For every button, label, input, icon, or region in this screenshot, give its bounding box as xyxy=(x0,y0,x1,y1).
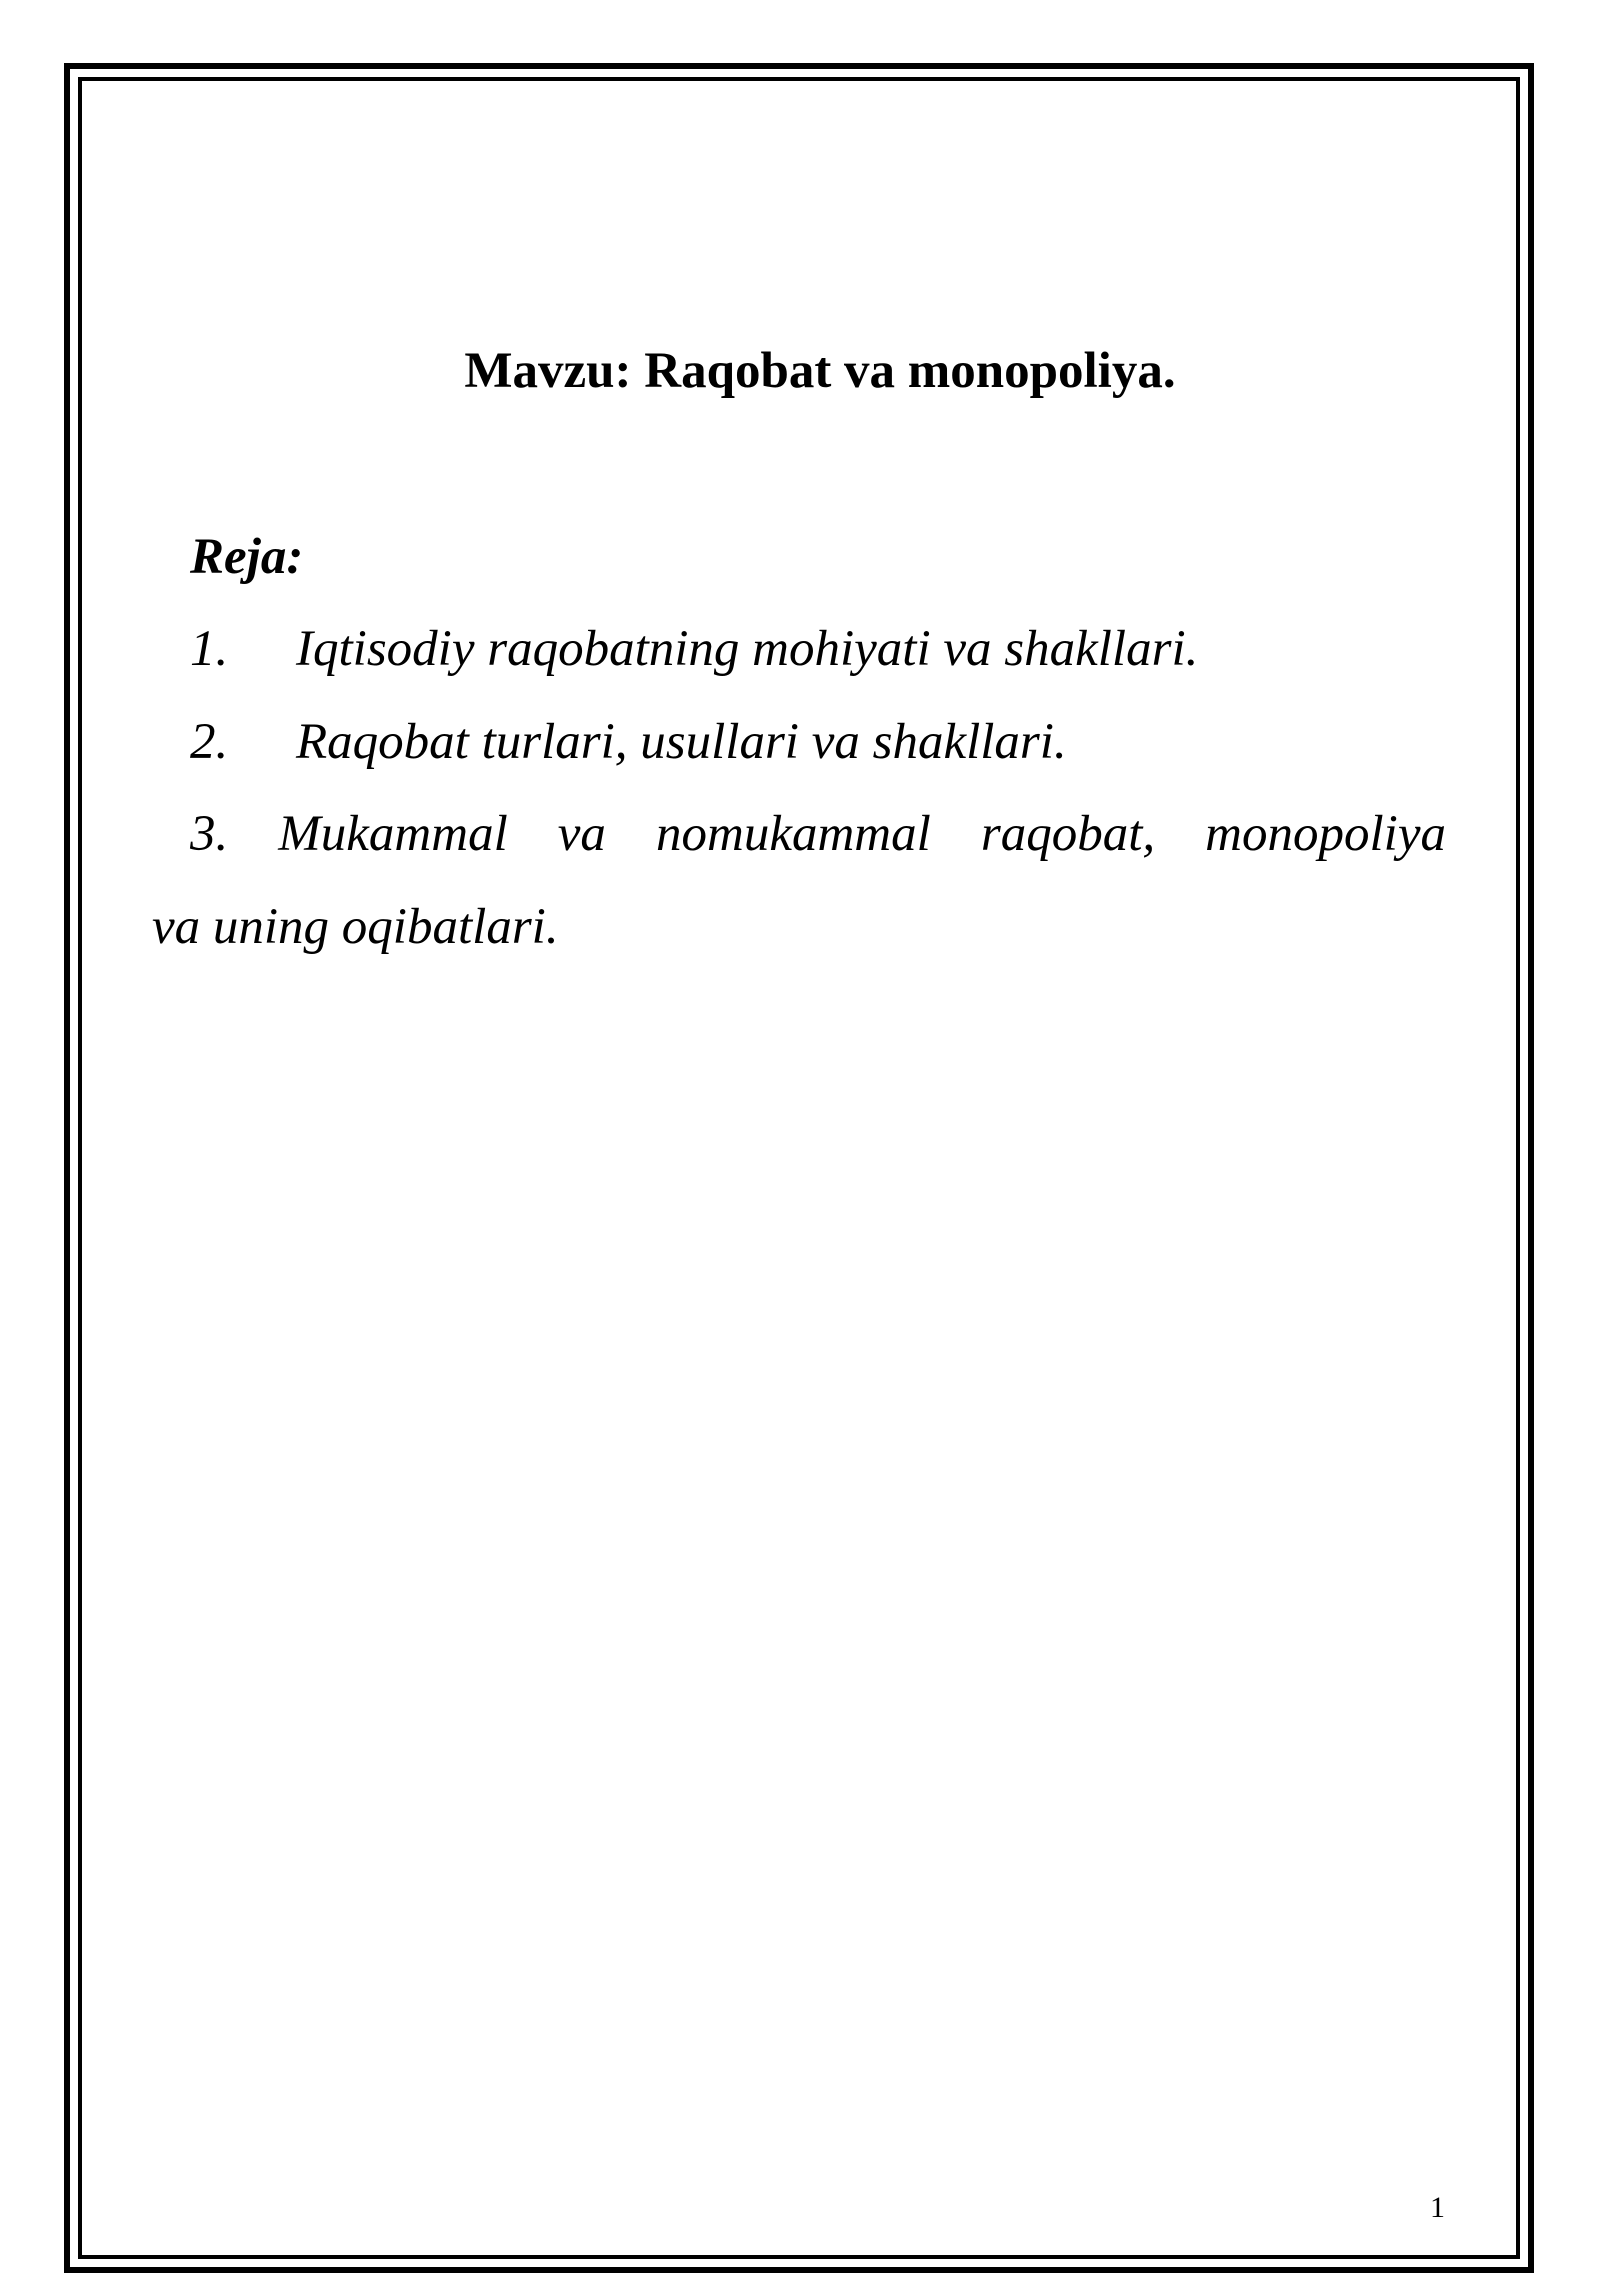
plan-item-2 xyxy=(190,707,1067,777)
plan-item-3-continuation: va uning oqibatlari. xyxy=(152,899,559,955)
plan-item-word: va xyxy=(557,806,606,862)
plan-item-text: Raqobat turlari, usullari va shakllari. xyxy=(296,714,1067,770)
plan-item-1 xyxy=(190,614,1198,684)
plan-item-word: nomukammal xyxy=(655,806,931,862)
plan-item-number: 3. xyxy=(190,806,229,862)
page-number: 1 xyxy=(1430,2191,1445,2224)
plan-item-3 xyxy=(190,799,1446,869)
plan-item-word: monopoliya xyxy=(1205,806,1446,862)
plan-item-text: Iqtisodiy raqobatning mohiyati va shakllari. xyxy=(296,621,1199,677)
plan-heading: Reja: xyxy=(190,529,304,585)
plan-item-word: Mukammal xyxy=(278,806,508,862)
plan-item-word: raqobat, xyxy=(980,806,1156,862)
plan-item-number: 2. xyxy=(190,714,229,770)
plan-item-number: 1. xyxy=(190,621,229,677)
document-title: Mavzu: Raqobat va monopoliya. xyxy=(464,343,1176,399)
